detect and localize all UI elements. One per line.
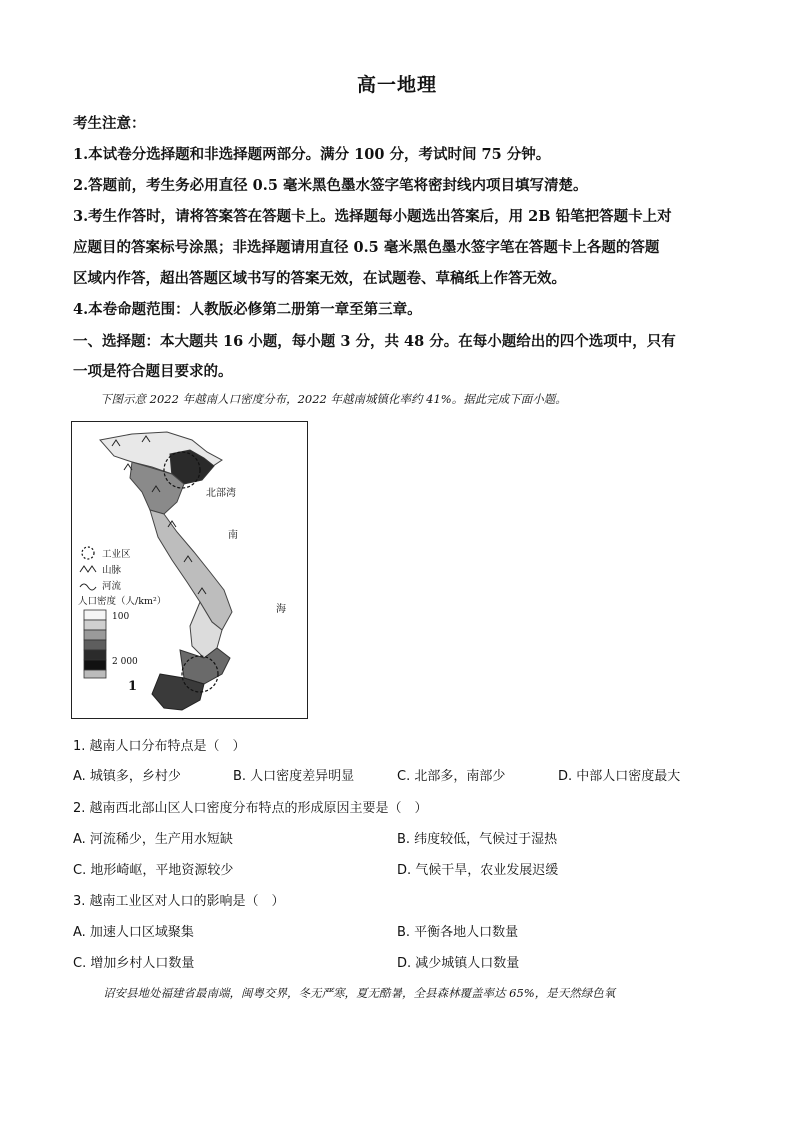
legend-mountain-label: 山脉 [102,565,122,576]
legend-mountain-icon [80,566,96,572]
legend-industrial-icon [82,547,94,559]
notice-item-3: 3.考生作答时，请将答案答在答题卡上。选择题每小题选出答案后，用 2B 铅笔把答题卡上对 [73,208,672,225]
question-3-option-b[interactable]: B. 平衡各地人口数量 [397,925,519,940]
legend-density-high: 2 000 [112,657,138,667]
legend-swatch-4 [84,640,106,650]
question-3-option-d[interactable]: D. 减少城镇人口数量 [397,956,520,971]
question-1-option-d[interactable]: D. 中部人口密度最大 [558,769,681,784]
legend-swatch-1 [84,610,106,620]
question-2-option-b[interactable]: B. 纬度较低，气候过于湿热 [397,832,558,847]
notice-item-3-cont2: 区域内作答，超出答题区域书写的答案无效，在试题卷、草稿纸上作答无效。 [73,270,566,287]
map-drawing [72,422,308,719]
question-1-option-c[interactable]: C. 北部多，南部少 [397,769,506,784]
map-label-sea-2: 海 [276,604,286,615]
legend-density-title: 人口密度（人/km²） [78,596,167,607]
legend-swatch-7 [84,670,106,678]
notice-heading: 考生注意： [73,115,146,132]
map-label-sea-1: 南 [228,530,238,541]
question-3-stem: 3. 越南工业区对人口的影响是（ ） [73,894,285,909]
notice-item-4: 4.本卷命题范围：人教版必修第二册第一章至第三章。 [73,301,422,318]
legend-swatch-3 [84,630,106,640]
legend-river-label: 河流 [102,581,122,592]
question-3-option-a[interactable]: A. 加速人口区域聚集 [73,925,194,940]
section-heading: 一、选择题：本大题共 16 小题，每小题 3 分，共 48 分。在每小题给出的四个选项中，只有 [73,333,676,350]
notice-item-1: 1.本试卷分选择题和非选择题两部分。满分 100 分，考试时间 75 分钟。 [73,146,551,163]
map-central-coast [150,510,232,630]
question-1-option-b[interactable]: B. 人口密度差异明显 [233,769,355,784]
question-intro: 下图示意 2022 年越南人口密度分布，2022 年越南城镇化率约 41%。据此完成下面小题。 [100,392,567,406]
question-2-option-a[interactable]: A. 河流稀少，生产用水短缺 [73,832,233,847]
question-1-stem: 1. 越南人口分布特点是（ ） [73,739,246,754]
legend-swatch-5 [84,650,106,660]
legend-density-low: 100 [112,612,130,622]
notice-item-2: 2.答题前，考生务必用直径 0.5 毫米黑色墨水签字笔将密封线内项目填写清楚。 [73,177,588,194]
question-2-stem: 2. 越南西北部山区人口密度分布特点的形成原因主要是（ ） [73,801,428,816]
vietnam-population-map [71,421,308,719]
question-3-option-c[interactable]: C. 增加乡村人口数量 [73,956,195,971]
legend-swatch-2 [84,620,106,630]
map-label-number: 1 [128,679,138,694]
question-2-option-c[interactable]: C. 地形崎岖，平地资源较少 [73,863,234,878]
question-2-option-d[interactable]: D. 气候干旱，农业发展迟缓 [397,863,559,878]
next-passage-intro: 诏安县地处福建省最南端，闽粤交界，冬无严寒，夏无酷暑，全县森林覆盖率达 65%，是天然绿色氧 [103,986,616,1000]
section-heading-cont: 一项是符合题目要求的。 [73,363,233,380]
legend-river-icon [80,584,96,590]
question-1-option-a[interactable]: A. 城镇多，乡村少 [73,769,181,784]
map-label-gulf: 北部湾 [206,488,236,499]
legend-industrial-label: 工业区 [102,549,131,560]
page-title: 高一地理 [356,74,437,96]
notice-item-3-cont: 应题目的答案标号涂黑；非选择题请用直径 0.5 毫米黑色墨水签字笔在答题卡上各题的答题 [73,239,660,256]
legend-swatch-6 [84,660,106,670]
